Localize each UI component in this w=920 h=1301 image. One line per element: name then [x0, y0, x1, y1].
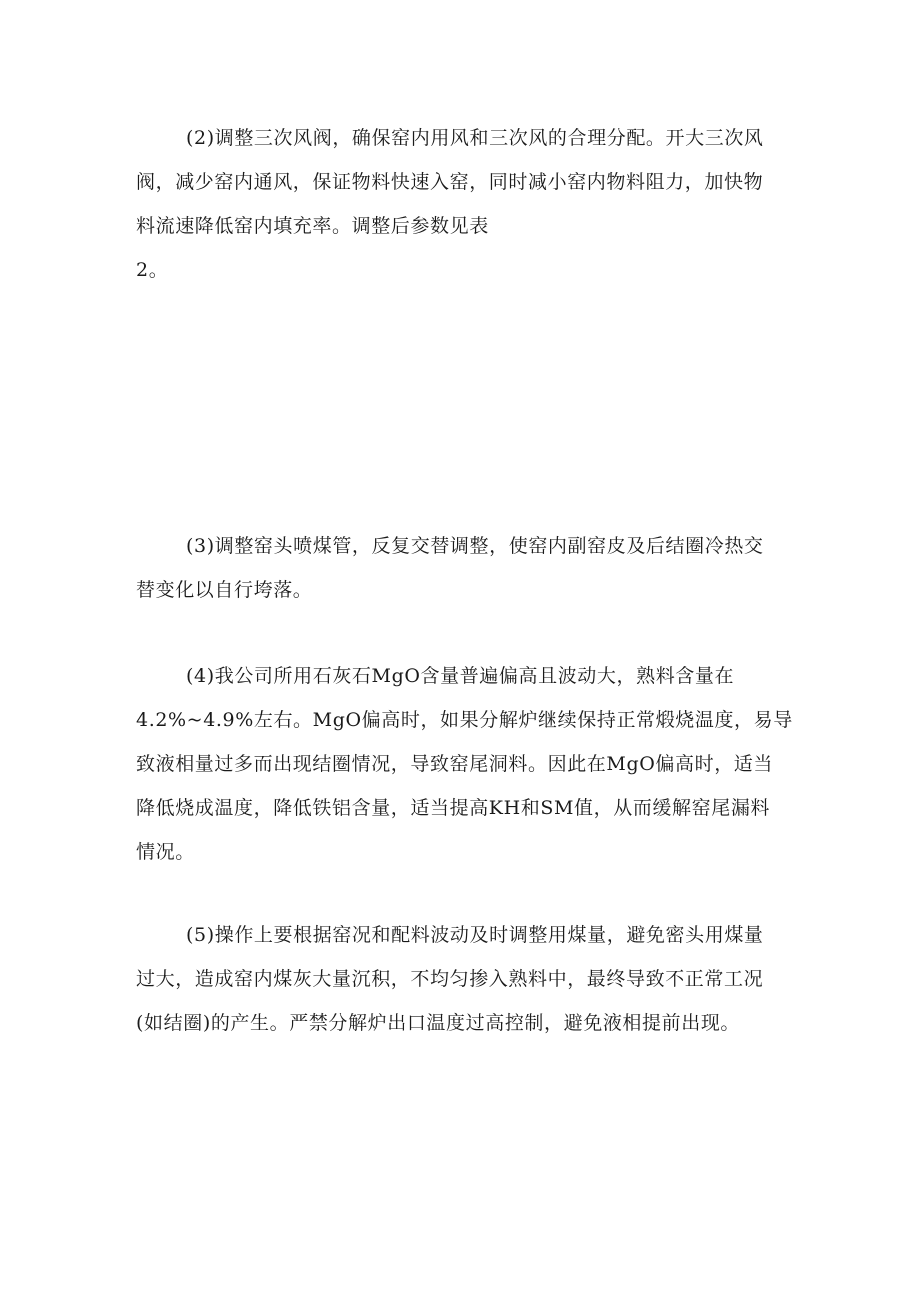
- text-line: 过大，造成窑内煤灰大量沉积，不均匀掺入熟料中，最终导致不正常工况: [136, 968, 764, 990]
- text-line: 情况。: [136, 841, 195, 863]
- text-line: (2)调整三次风阀，确保窑内用风和三次风的合理分配。开大三次风: [186, 127, 764, 149]
- text-line: 4.2%~4.9%左右。MgO偏高时，如果分解炉继续保持正常煅烧温度，易导: [136, 709, 793, 731]
- text-line: (3)调整窑头喷煤管，反复交替调整，使窑内副窑皮及后结圈冷热交: [186, 535, 764, 557]
- text-line: (4)我公司所用石灰石MgO含量普遍偏高且波动大，熟料含量在: [186, 665, 735, 687]
- text-line: (5)操作上要根据窑况和配料波动及时调整用煤量，避免密头用煤量: [186, 924, 764, 946]
- text-line: 替变化以自行垮落。: [136, 579, 313, 601]
- text-line: (如结圈)的产生。严禁分解炉出口温度过高控制，避免液相提前出现。: [136, 1012, 741, 1034]
- text-line: 2。: [136, 259, 169, 281]
- text-line: 阀，减少窑内通风，保证物料快速入窑，同时减小窑内物料阻力，加快物: [136, 171, 764, 193]
- paragraph-3: [136, 524, 786, 612]
- paragraph-2: [136, 116, 786, 292]
- paragraph-5: [136, 913, 786, 1045]
- text-line: 料流速降低窑内填充率。调整后参数见表: [136, 215, 489, 237]
- text-line: 致液相量过多而出现结圈情况，导致窑尾洞料。因此在MgO偏高时，适当: [136, 753, 773, 775]
- paragraph-4: [136, 654, 793, 874]
- text-line: 降低烧成温度，降低铁铝含量，适当提高KH和SM值，从而缓解窑尾漏料: [136, 797, 771, 819]
